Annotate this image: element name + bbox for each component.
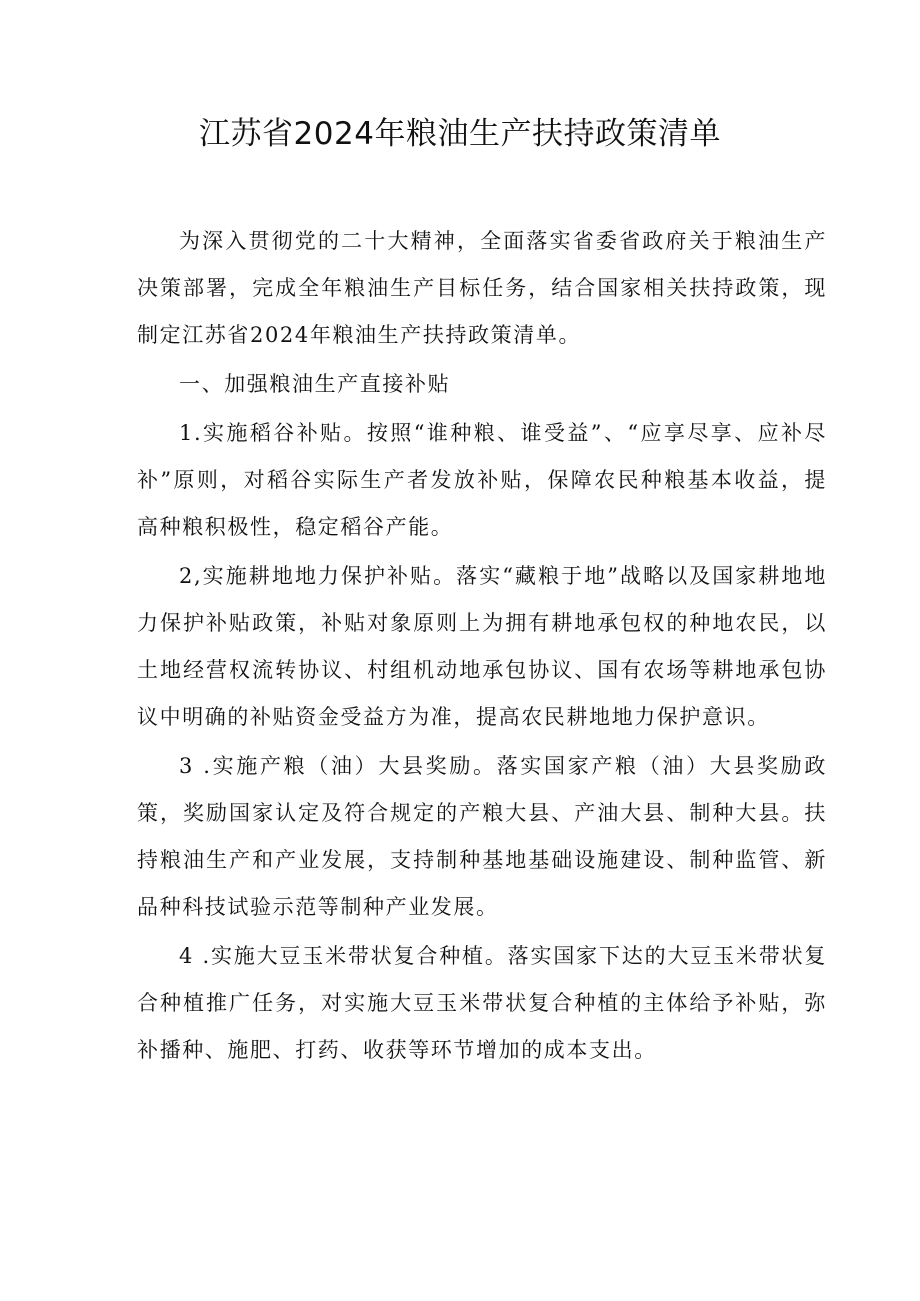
policy-item-3: 3 .实施产粮（油）大县奖励。落实国家产粮（油）大县奖励政策，奖励国家认定及符合规定的产粮大县、产油大县、制种大县。扶持粮油生产和产业发展，支持制种基地基础设施建设、制种监管、新品种科技试验示范等制种产业发展。 bbox=[137, 754, 827, 919]
policy-item-4: 4 .实施大豆玉米带状复合种植。落实国家下达的大豆玉米带状复合种植推广任务，对实施大豆玉米带状复合种植的主体给予补贴，弥补播种、施肥、打药、收获等环节增加的成本支出。 bbox=[137, 944, 827, 1062]
document-body bbox=[137, 218, 827, 1076]
intro-paragraph: 为深入贯彻党的二十大精神，全面落实省委省政府关于粮油生产决策部署，完成全年粮油生产目标任务，结合国家相关扶持政策，现制定江苏省2024年粮油生产扶持政策清单。 bbox=[137, 229, 827, 347]
section-heading-1: 一、加强粮油生产直接补贴 bbox=[179, 372, 451, 396]
policy-item-1: 1.实施稻谷补贴。按照“谁种粮、谁受益”、“应享尽享、应补尽补”原则，对稻谷实际生产者发放补贴，保障农民种粮基本收益，提高种粮积极性，稳定稻谷产能。 bbox=[137, 421, 827, 539]
document-title: 江苏省2024年粮油生产扶持政策清单 bbox=[199, 116, 721, 152]
policy-item-2: 2,实施耕地地力保护补贴。落实“藏粮于地”战略以及国家耕地地力保护补贴政策，补贴对象原则上为拥有耕地承包权的种地农民，以土地经营权流转协议、村组机动地承包协议、国有农场等耕地承包协议中明确的补贴资金受益方为准，提高农民耕地地力保护意识。 bbox=[137, 564, 827, 729]
